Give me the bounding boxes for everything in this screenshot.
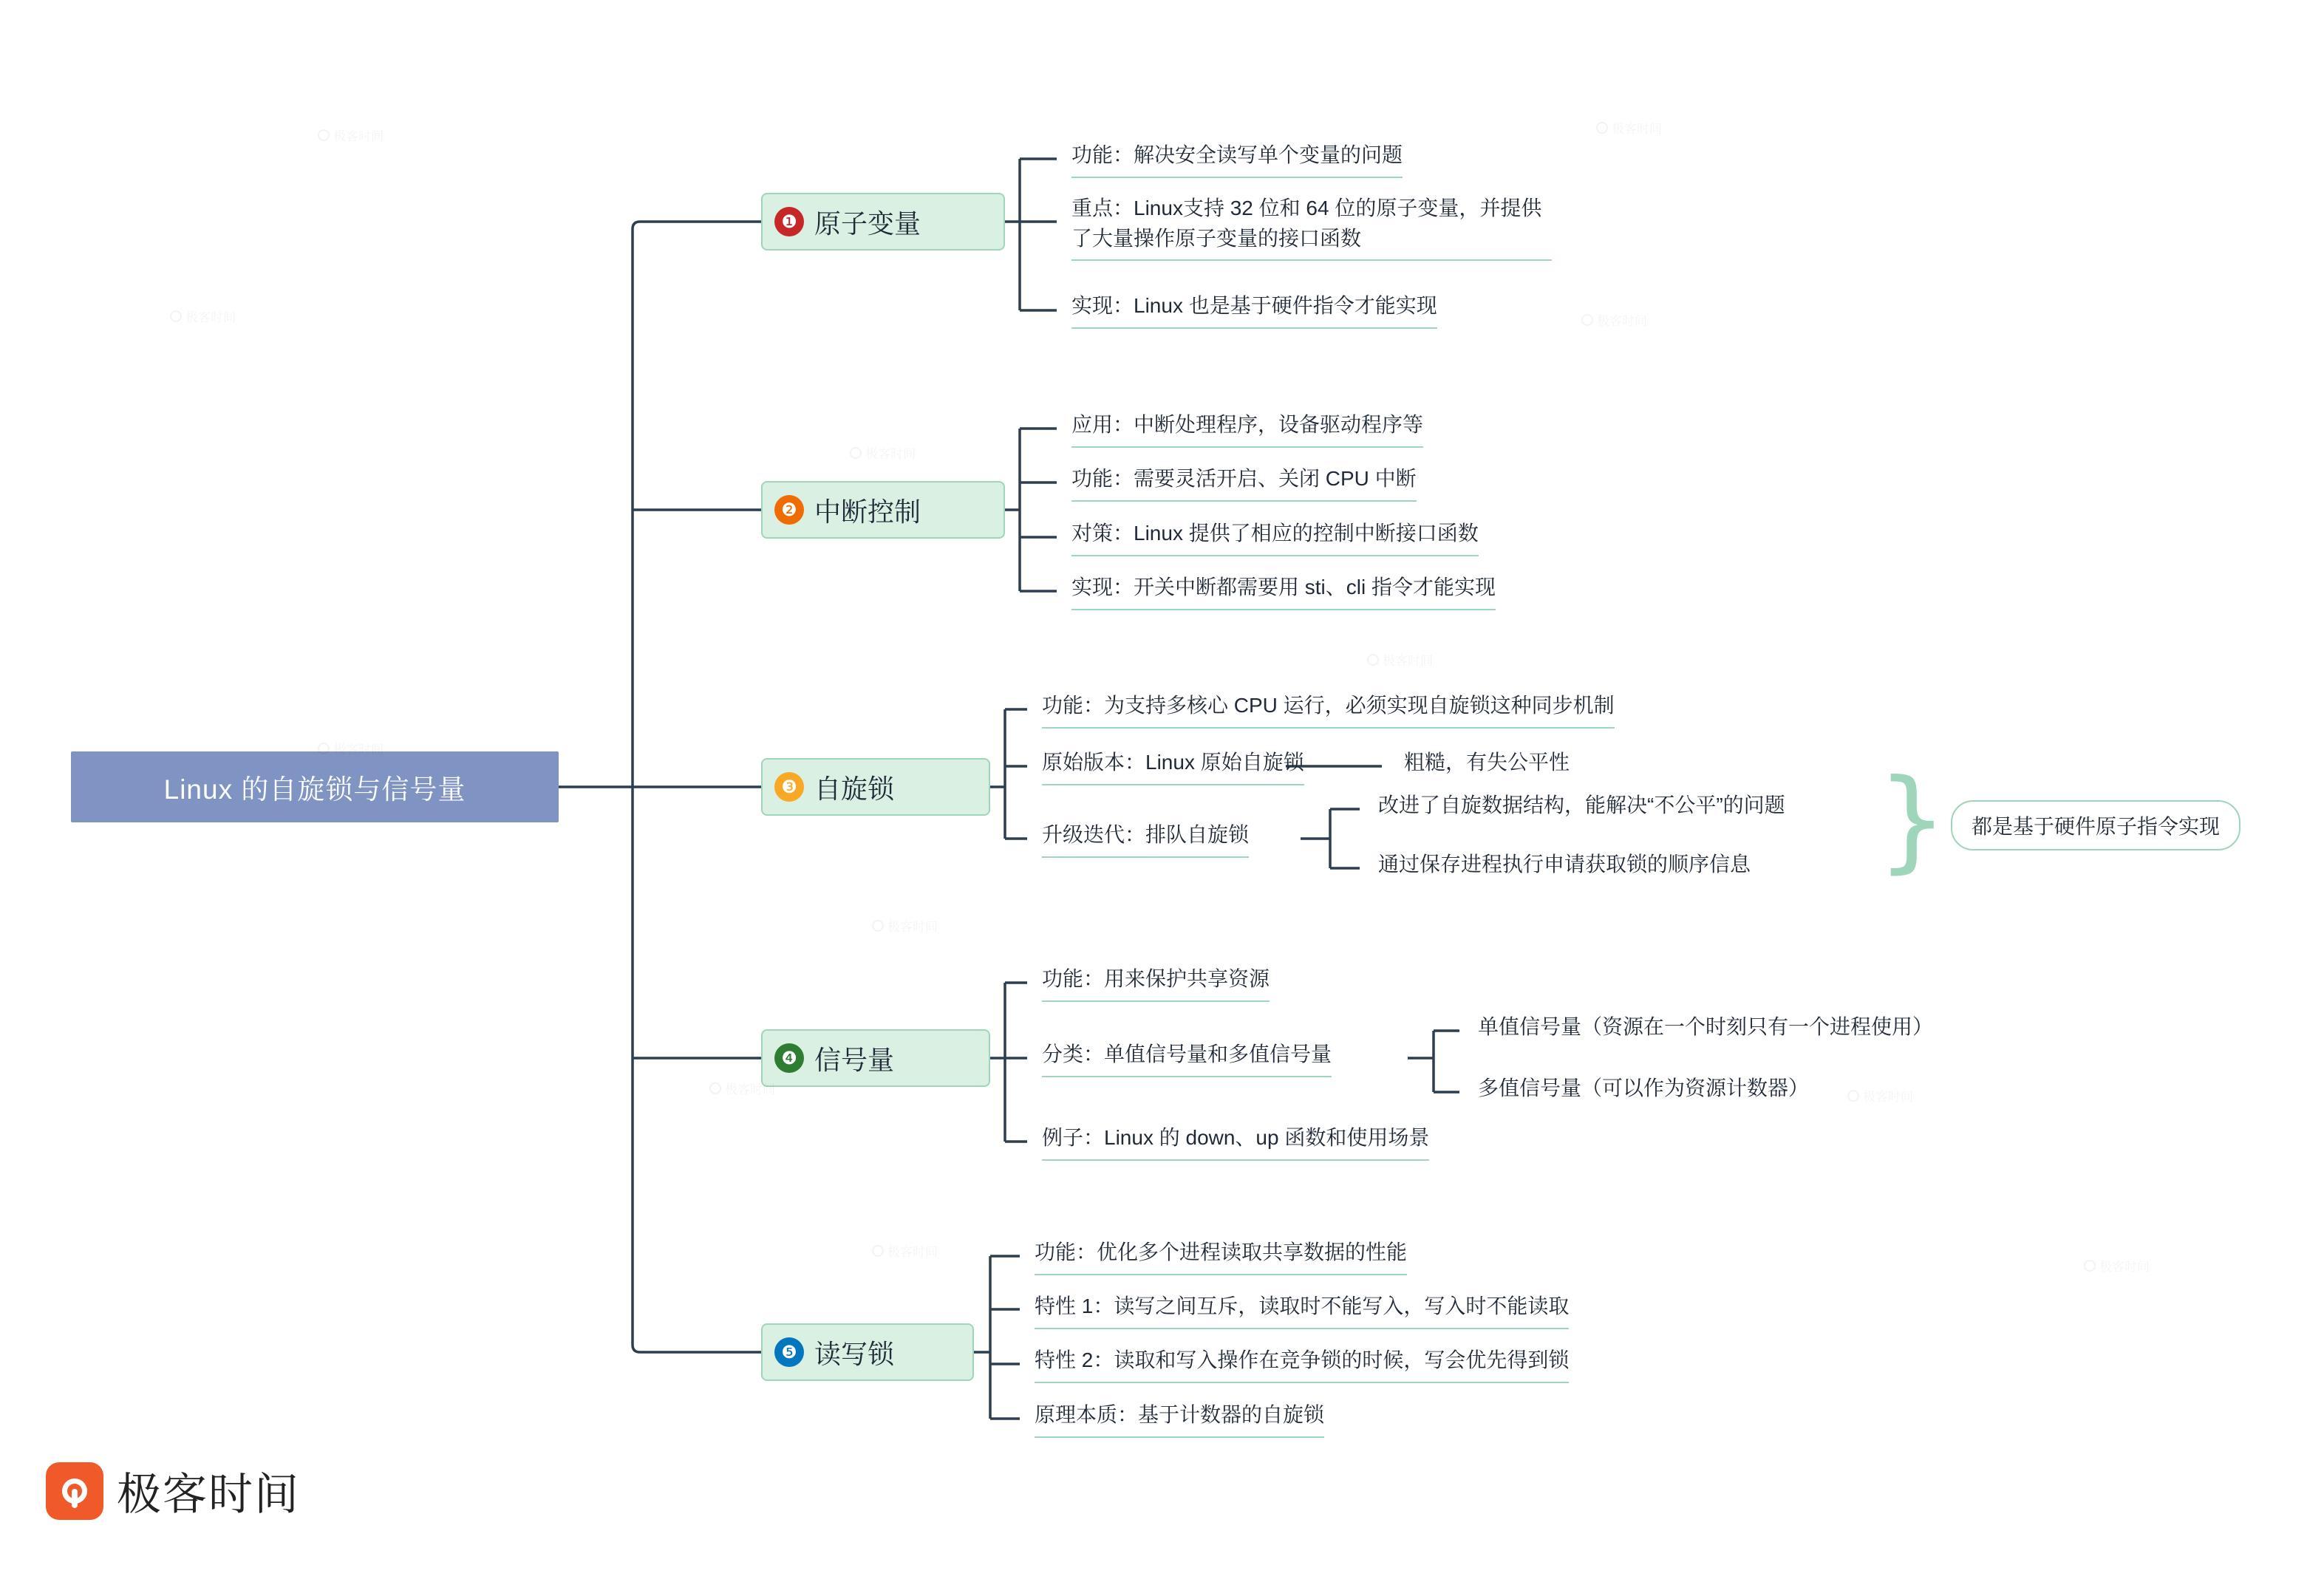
leaf-item: 升级迭代：排队自旋锁 — [1042, 820, 1249, 858]
leaf-item: 分类：单值信号量和多值信号量 — [1042, 1040, 1332, 1077]
branch-number-icon: ❷ — [774, 495, 804, 525]
leaf-item: 实现：开关中断都需要用 sti、cli 指令才能实现 — [1071, 573, 1496, 610]
watermark — [2084, 1256, 2150, 1275]
watermark — [872, 916, 938, 935]
branch-number-icon: ❺ — [774, 1337, 804, 1367]
geekbang-logo-icon — [46, 1462, 103, 1520]
branch-label: 原子变量 — [814, 208, 921, 239]
leaf-item: 功能：优化多个进程读取共享数据的性能 — [1035, 1238, 1407, 1275]
leaf-item: 例子：Linux 的 down、up 函数和使用场景 — [1042, 1123, 1429, 1161]
leaf-item: 重点：Linux支持 32 位和 64 位的原子变量，并提供了大量操作原子变量的接口函数 — [1071, 194, 1552, 261]
spinlock-upgrade-note: 改进了自旋数据结构，能解决“不公平”的问题 — [1378, 794, 1785, 816]
root-node[interactable] — [71, 751, 559, 822]
spinlock-original-note: 粗糙，有失公平性 — [1404, 751, 1570, 774]
branch-label: 自旋锁 — [814, 773, 895, 804]
leaf-item: 特性 2：读取和写入操作在竞争锁的时候，写会优先得到锁 — [1035, 1346, 1569, 1383]
branch-node-interrupt-control[interactable] — [761, 481, 1005, 539]
spinlock-summary-pill: 都是基于硬件原子指令实现 — [1951, 800, 2240, 850]
watermark — [872, 1241, 938, 1260]
spinlock-upgrade-note: 通过保存进程执行申请获取锁的顺序信息 — [1378, 853, 1751, 876]
watermark — [1581, 310, 1647, 329]
leaf-item: 原理本质：基于计数器的自旋锁 — [1035, 1400, 1324, 1438]
brand-logo — [46, 1459, 300, 1523]
leaf-item: 对策：Linux 提供了相应的控制中断接口函数 — [1071, 519, 1479, 556]
branch-label: 信号量 — [814, 1044, 895, 1075]
leaf-item: 实现：Linux 也是基于硬件指令才能实现 — [1071, 291, 1437, 329]
branch-node-spinlock[interactable] — [761, 758, 990, 816]
semaphore-classify-item: 单值信号量（资源在一个时刻只有一个进程使用） — [1478, 1015, 1934, 1038]
watermark — [1367, 650, 1433, 669]
leaf-item: 原始版本：Linux 原始自旋锁 — [1042, 748, 1304, 785]
watermark — [170, 307, 236, 325]
branch-node-atomic-variable[interactable] — [761, 193, 1005, 250]
branch-label: 读写锁 — [814, 1338, 895, 1369]
leaf-item: 功能：为支持多核心 CPU 运行，必须实现自旋锁这种同步机制 — [1042, 691, 1615, 729]
semaphore-classify-item: 多值信号量（可以作为资源计数器） — [1478, 1077, 1810, 1099]
watermark — [318, 126, 384, 144]
root-label: Linux 的自旋锁与信号量 — [163, 774, 466, 805]
branch-number-icon: ❸ — [774, 772, 804, 802]
branch-node-rwlock[interactable] — [761, 1323, 974, 1381]
watermark — [1847, 1086, 1913, 1105]
leaf-item: 应用：中断处理程序，设备驱动程序等 — [1071, 410, 1423, 448]
brace-icon: } — [1877, 756, 1948, 884]
branch-number-icon: ❶ — [774, 207, 804, 236]
brand-name: 极客时间 — [117, 1470, 300, 1519]
branch-number-icon: ❹ — [774, 1043, 804, 1073]
watermark — [850, 443, 916, 462]
watermark — [1596, 118, 1662, 137]
leaf-item: 功能：用来保护共享资源 — [1042, 964, 1270, 1002]
leaf-item: 功能：解决安全读写单个变量的问题 — [1071, 140, 1403, 178]
leaf-item: 功能：需要灵活开启、关闭 CPU 中断 — [1071, 464, 1417, 502]
leaf-item: 特性 1：读写之间互斥，读取时不能写入，写入时不能读取 — [1035, 1292, 1569, 1329]
branch-label: 中断控制 — [814, 496, 921, 527]
branch-node-semaphore[interactable] — [761, 1029, 990, 1087]
